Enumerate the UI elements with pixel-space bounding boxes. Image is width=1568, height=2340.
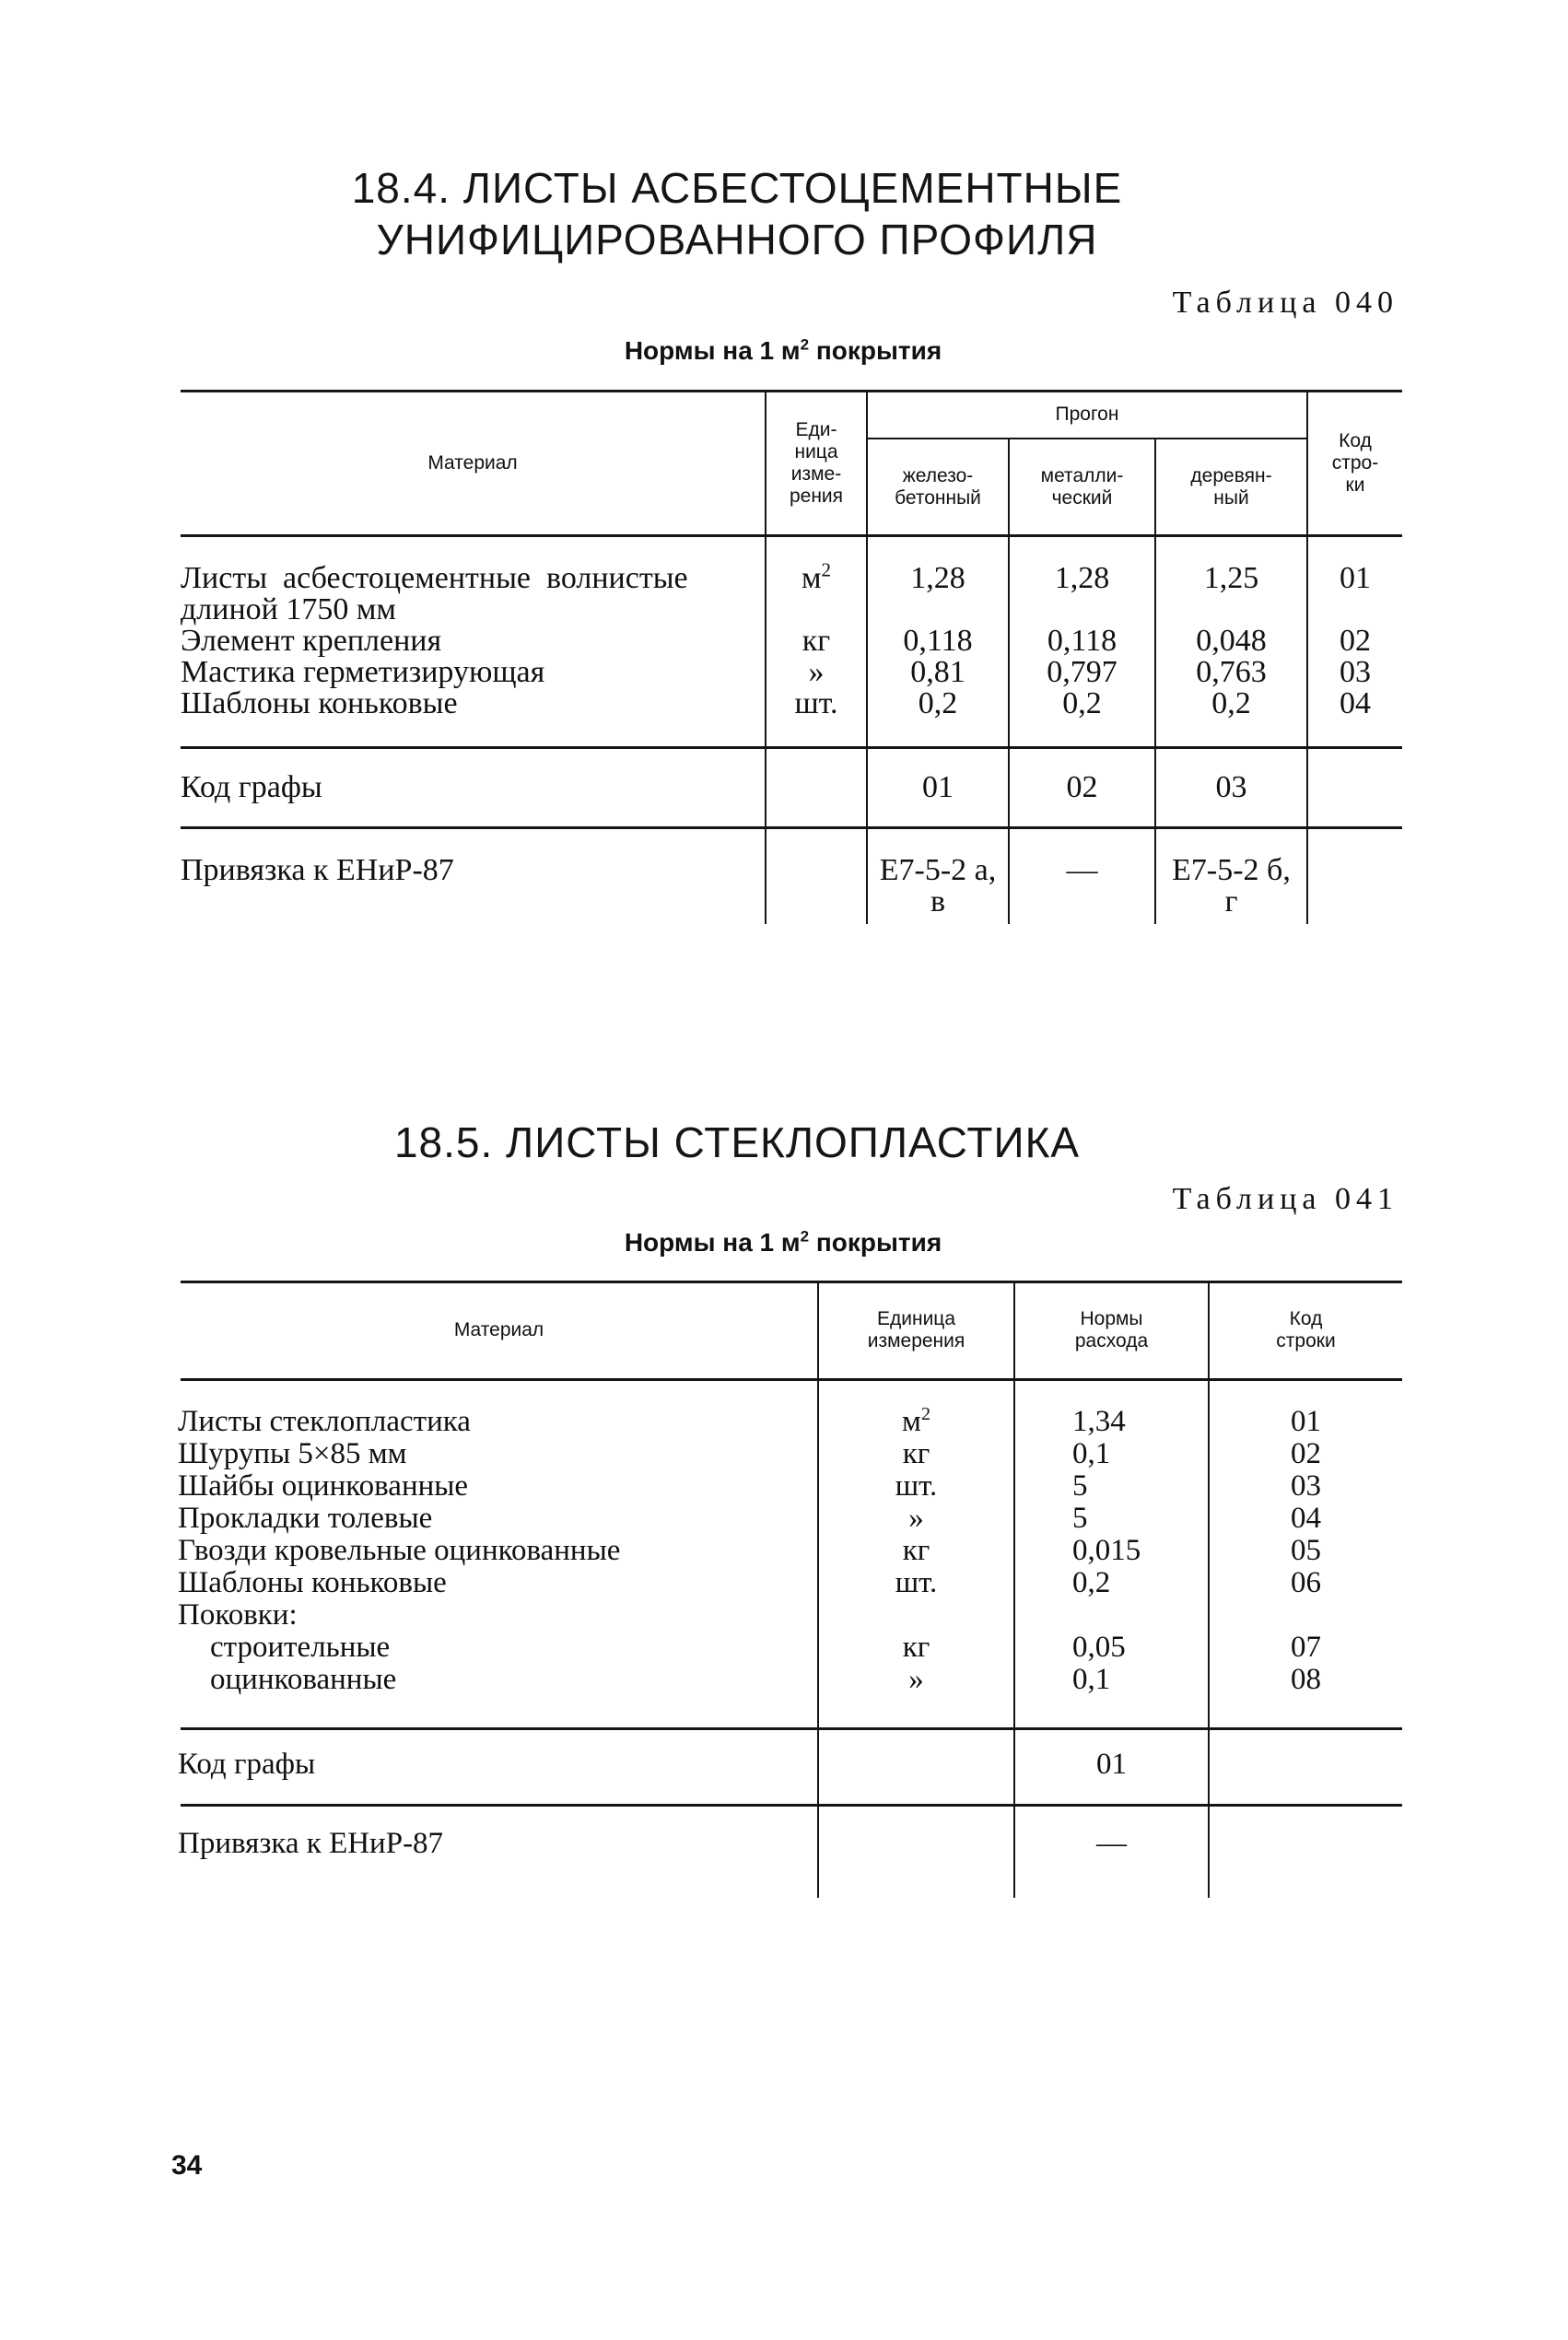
norms-caption-2: Нормы на 1 $м^2$ покрытия — [624, 1227, 942, 1257]
link-row-c3: Е7-5-2 б, г — [1172, 853, 1291, 918]
table2-row-8-code: 07 — [1291, 1631, 1321, 1664]
table2-code-row-value: 01 — [1096, 1748, 1127, 1781]
row-4-c3: 0,2 — [1211, 686, 1251, 720]
table2-row-4-code: 04 — [1291, 1502, 1321, 1535]
table2-row-1-material: Листы стеклопластика — [178, 1405, 471, 1438]
table2-row-9-material: оцинкованные — [210, 1663, 397, 1696]
row-2-code: 02 — [1340, 624, 1371, 658]
body-bottom-rule — [181, 746, 1402, 749]
table2-row-2-code: 02 — [1291, 1437, 1321, 1470]
row-3-c3: 0,763 — [1196, 655, 1267, 689]
section-title — [276, 162, 1198, 265]
row-3-unit: » — [808, 655, 825, 689]
row-3-material: Мастика герметизирующая — [181, 655, 545, 689]
row-2-c3: 0,048 — [1196, 624, 1267, 658]
header-c2: металли- ческий — [1040, 464, 1124, 509]
code-row-c3: 03 — [1215, 770, 1247, 804]
table2-code-bottom-rule — [181, 1804, 1402, 1807]
link-row-label: Привязка к ЕНиР-87 — [181, 853, 454, 887]
table2-row-1-code: 01 — [1291, 1405, 1321, 1438]
row-4-c1: 0,2 — [918, 686, 958, 720]
table2-row-8-material: строительные — [210, 1631, 391, 1664]
table2-row-3-code: 03 — [1291, 1469, 1321, 1503]
row-1-material-line2: длиной 1750 мм — [181, 592, 396, 626]
table2-link-row-label: Привязка к ЕНиР-87 — [178, 1827, 444, 1860]
row-1-c3: 1,25 — [1203, 561, 1259, 595]
table2-row-1-unit: $м^2$ — [901, 1404, 931, 1438]
header-material: Материал — [427, 451, 518, 474]
table2-row-6-norm: 0,2 — [1072, 1566, 1111, 1599]
row-3-c2: 0,797 — [1047, 655, 1117, 689]
table2-row-2-unit: кг — [902, 1437, 930, 1470]
table2-header-norm: Нормы расхода — [1074, 1308, 1149, 1351]
row-2-unit: кг — [802, 624, 831, 658]
row-2-c1: 0,118 — [903, 624, 973, 658]
table2-row-2-norm: 0,1 — [1072, 1437, 1111, 1470]
code-row-c2: 02 — [1066, 770, 1098, 804]
table2-row-8-unit: кг — [902, 1631, 930, 1664]
row-1-code: 01 — [1340, 561, 1371, 595]
table2-row-3-norm: 5 — [1072, 1469, 1088, 1503]
table-number: Таблица 040 — [1172, 286, 1398, 320]
section-title-2: 18.5. ЛИСТЫ СТЕКЛОПЛАСТИКА — [393, 1118, 1081, 1166]
row-1-c1: 1,28 — [910, 561, 965, 595]
row-2-c2: 0,118 — [1047, 624, 1117, 658]
table2-row-3-unit: шт. — [895, 1469, 938, 1503]
table2-row-6-unit: шт. — [895, 1566, 938, 1599]
table2-row-8-norm: 0,05 — [1072, 1631, 1126, 1664]
header-c1: железо- бетонный — [895, 464, 981, 509]
row-1-material: Листы асбестоцементные волнистые — [181, 561, 688, 595]
table2-row-6-material: Шаблоны коньковые — [178, 1566, 447, 1599]
page-number: 34 — [171, 2150, 203, 2181]
code-row-c1: 01 — [922, 770, 954, 804]
table2-link-row-value: — — [1096, 1827, 1127, 1860]
row-1-unit: $м^2$ — [801, 558, 832, 595]
header-progon: Прогон — [1055, 404, 1119, 425]
table2-row-3-material: Шайбы оцинкованные — [178, 1469, 469, 1503]
table2-row-7-material: Поковки: — [178, 1598, 298, 1632]
table2-row-6-code: 06 — [1291, 1566, 1321, 1599]
table2-header-unit: Единица измерения — [867, 1308, 965, 1351]
table2-row-9-code: 08 — [1291, 1663, 1321, 1696]
row-4-code: 04 — [1340, 686, 1371, 720]
table2-header-bottom-rule — [181, 1378, 1402, 1381]
code-row-label: Код графы — [181, 770, 322, 804]
row-3-c1: 0,81 — [910, 655, 965, 689]
row-1-c2: 1,28 — [1054, 561, 1110, 595]
table2-row-5-unit: кг — [902, 1534, 930, 1567]
table2-row-4-unit: » — [908, 1502, 924, 1535]
table2-body-bottom-rule — [181, 1727, 1402, 1730]
table2-row-4-norm: 5 — [1072, 1502, 1088, 1535]
codes-bottom-rule — [181, 826, 1402, 829]
table2-row-5-norm: 0,015 — [1072, 1534, 1141, 1567]
table2-row-1-norm: 1,34 — [1072, 1405, 1126, 1438]
header-code: Код стро- ки — [1331, 429, 1379, 496]
table2-row-9-norm: 0,1 — [1072, 1663, 1111, 1696]
header-c3: деревян- ный — [1190, 464, 1272, 509]
table2-row-5-material: Гвозди кровельные оцинкованные — [178, 1534, 621, 1567]
table2-code-row-label: Код графы — [178, 1748, 316, 1781]
link-row-c2: — — [1066, 853, 1098, 887]
section-title-line-2: УНИФИЦИРОВАННОГО ПРОФИЛЯ — [376, 216, 1098, 263]
table2-row-5-code: 05 — [1291, 1534, 1321, 1567]
row-4-c2: 0,2 — [1062, 686, 1102, 720]
table2-header-code: Код строки — [1276, 1308, 1336, 1351]
table2-header-material: Материал — [453, 1319, 544, 1340]
table2-row-4-material: Прокладки толевые — [178, 1502, 433, 1535]
table2-row-2-material: Шурупы 5×85 мм — [178, 1437, 407, 1470]
table-number-2: Таблица 041 — [1172, 1182, 1398, 1216]
link-row-c1: Е7-5-2 а, в — [879, 853, 997, 918]
header-bottom-rule — [181, 534, 1402, 537]
norms-caption: Нормы на 1 $м^2$ покрытия — [624, 335, 942, 365]
row-4-material: Шаблоны коньковые — [181, 686, 458, 720]
header-unit: Еди- ница изме- рения — [789, 418, 844, 507]
section-title-line-1: 18.4. ЛИСТЫ АСБЕСТОЦЕМЕНТНЫЕ — [351, 164, 1123, 212]
row-2-material: Элемент крепления — [181, 624, 442, 658]
row-4-unit: шт. — [794, 686, 838, 720]
table2-row-9-unit: » — [908, 1663, 924, 1696]
row-3-code: 03 — [1340, 655, 1371, 689]
